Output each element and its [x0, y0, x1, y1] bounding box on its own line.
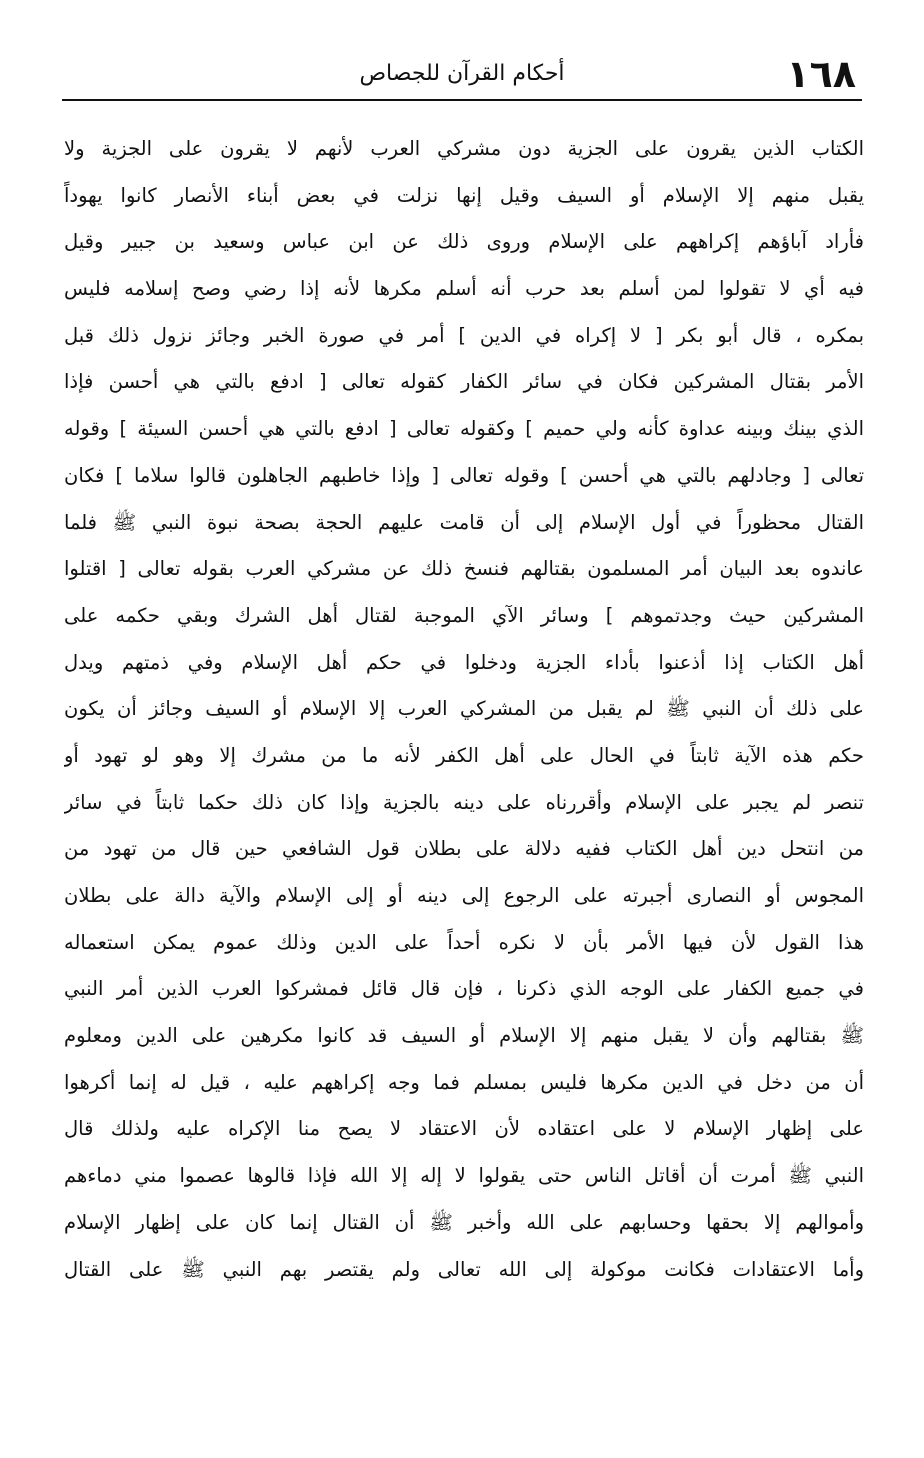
text-line: على ذلك أن النبي ﷺ لم يقبل من المشركي العرب إلا الإسلام أو السيف وجائز أن يكون: [64, 697, 864, 721]
text-line: في جميع الكفار على الوجه الذي ذكرنا ، فإن قال قائل فمشركوا العرب الذين أمر النبي: [64, 977, 864, 1001]
text-line: من انتحل دين أهل الكتاب ففيه دلالة على بطلان قول الشافعي حين قال من تهود من: [64, 837, 864, 861]
body-text: [64, 126, 864, 1293]
text-line: المشركين حيث وجدتموهم ] وسائر الآي الموجبة لقتال أهل الشرك وبقي حكمه على: [64, 603, 864, 627]
text-line: فيه أي لا تقولوا لمن أسلم بعد حرب أنه أسلم مكرها لأنه إذا رضي وصح إسلامه فليس: [64, 277, 864, 301]
text-line: هذا القول لأن فيها الأمر بأن لا نكره أحداً على الدين وذلك عموم يمكن استعماله: [64, 930, 864, 954]
text-line: الذي بينك وبينه عداوة كأنه ولي حميم ] وكقوله تعالى [ ادفع بالتي هي أحسن السيئة ] وقوله: [64, 417, 864, 441]
text-line: بمكره ، قال أبو بكر [ لا إكراه في الدين ] أمر في صورة الخبر وجائز نزول ذلك قبل: [64, 323, 864, 347]
text-line: وأموالهم إلا بحقها وحسابهم على الله وأخبر ﷺ أن القتال إنما كان على إظهار الإسلام: [64, 1210, 864, 1234]
text-line: أهل الكتاب إذا أذعنوا بأداء الجزية ودخلوا في حكم أهل الإسلام وفي ذمتهم ويدل: [64, 650, 864, 674]
page-header: [62, 52, 862, 96]
text-line: عاندوه بعد البيان أمر المسلمون بقتالهم فنسخ ذلك عن مشركي العرب بقوله تعالى [ اقتلوا: [64, 557, 864, 581]
text-line: القتال محظوراً في أول الإسلام إلى أن قامت عليهم الحجة بصحة نبوة النبي ﷺ فلما: [64, 510, 864, 534]
text-line: تعالى [ وجادلهم بالتي هي أحسن ] وقوله تعالى [ وإذا خاطبهم الجاهلون قالوا سلاما ] فكان: [64, 463, 864, 487]
header-divider: [62, 99, 862, 101]
page-number: ١٦٨: [786, 52, 856, 96]
text-line: الكتاب الذين يقرون على الجزية دون مشركي العرب لأنهم لا يقرون على الجزية ولا: [64, 137, 864, 160]
text-line: على إظهار الإسلام لا على اعتقاده لأن الاعتقاد لا يصح منا الإكراه عليه ولذلك قال: [64, 1117, 864, 1141]
text-line: حكم هذه الآية ثابتاً في الحال على أهل الكفر لأنه ما من مشرك إلا وهو لو تهود أو: [64, 743, 864, 767]
text-line: تنصر لم يجبر على الإسلام وأقررناه على دينه بالجزية وإذا كان ذلك حكما ثابتاً في سائر: [64, 790, 864, 814]
running-title: أحكام القرآن للجصاص: [359, 61, 565, 86]
text-line: ﷺ بقتالهم وأن لا يقبل منهم إلا الإسلام أو السيف قد كانوا مكرهين على الدين ومعلوم: [64, 1024, 864, 1048]
text-line: المجوس أو النصارى أجبرته على الرجوع إلى دينه أو إلى الإسلام والآية دالة على بطلان: [64, 884, 864, 907]
text-line: أن من دخل في الدين مكرها فليس بمسلم فما وجه إكراههم عليه ، قيل له إنما أكرهوا: [64, 1070, 864, 1094]
text-line: وأما الاعتقادات فكانت موكولة إلى الله تعالى ولم يقتصر بهم النبي ﷺ على القتال: [64, 1257, 864, 1281]
text-line: الأمر بقتال المشركين فكان في سائر الكفار كقوله تعالى [ ادفع بالتي هي أحسن فإذا: [64, 370, 864, 394]
text-line: النبي ﷺ أمرت أن أقاتل الناس حتى يقولوا لا إله إلا الله فإذا قالوها عصموا مني دماءهم: [64, 1164, 864, 1188]
text-line: فأراد آباؤهم إكراههم على الإسلام وروى ذلك عن ابن عباس وسعيد بن جبير وقيل: [64, 230, 864, 254]
text-line: يقبل منهم إلا الإسلام أو السيف وقيل إنها نزلت في بعض أبناء الأنصار كانوا يهوداً: [64, 183, 864, 207]
